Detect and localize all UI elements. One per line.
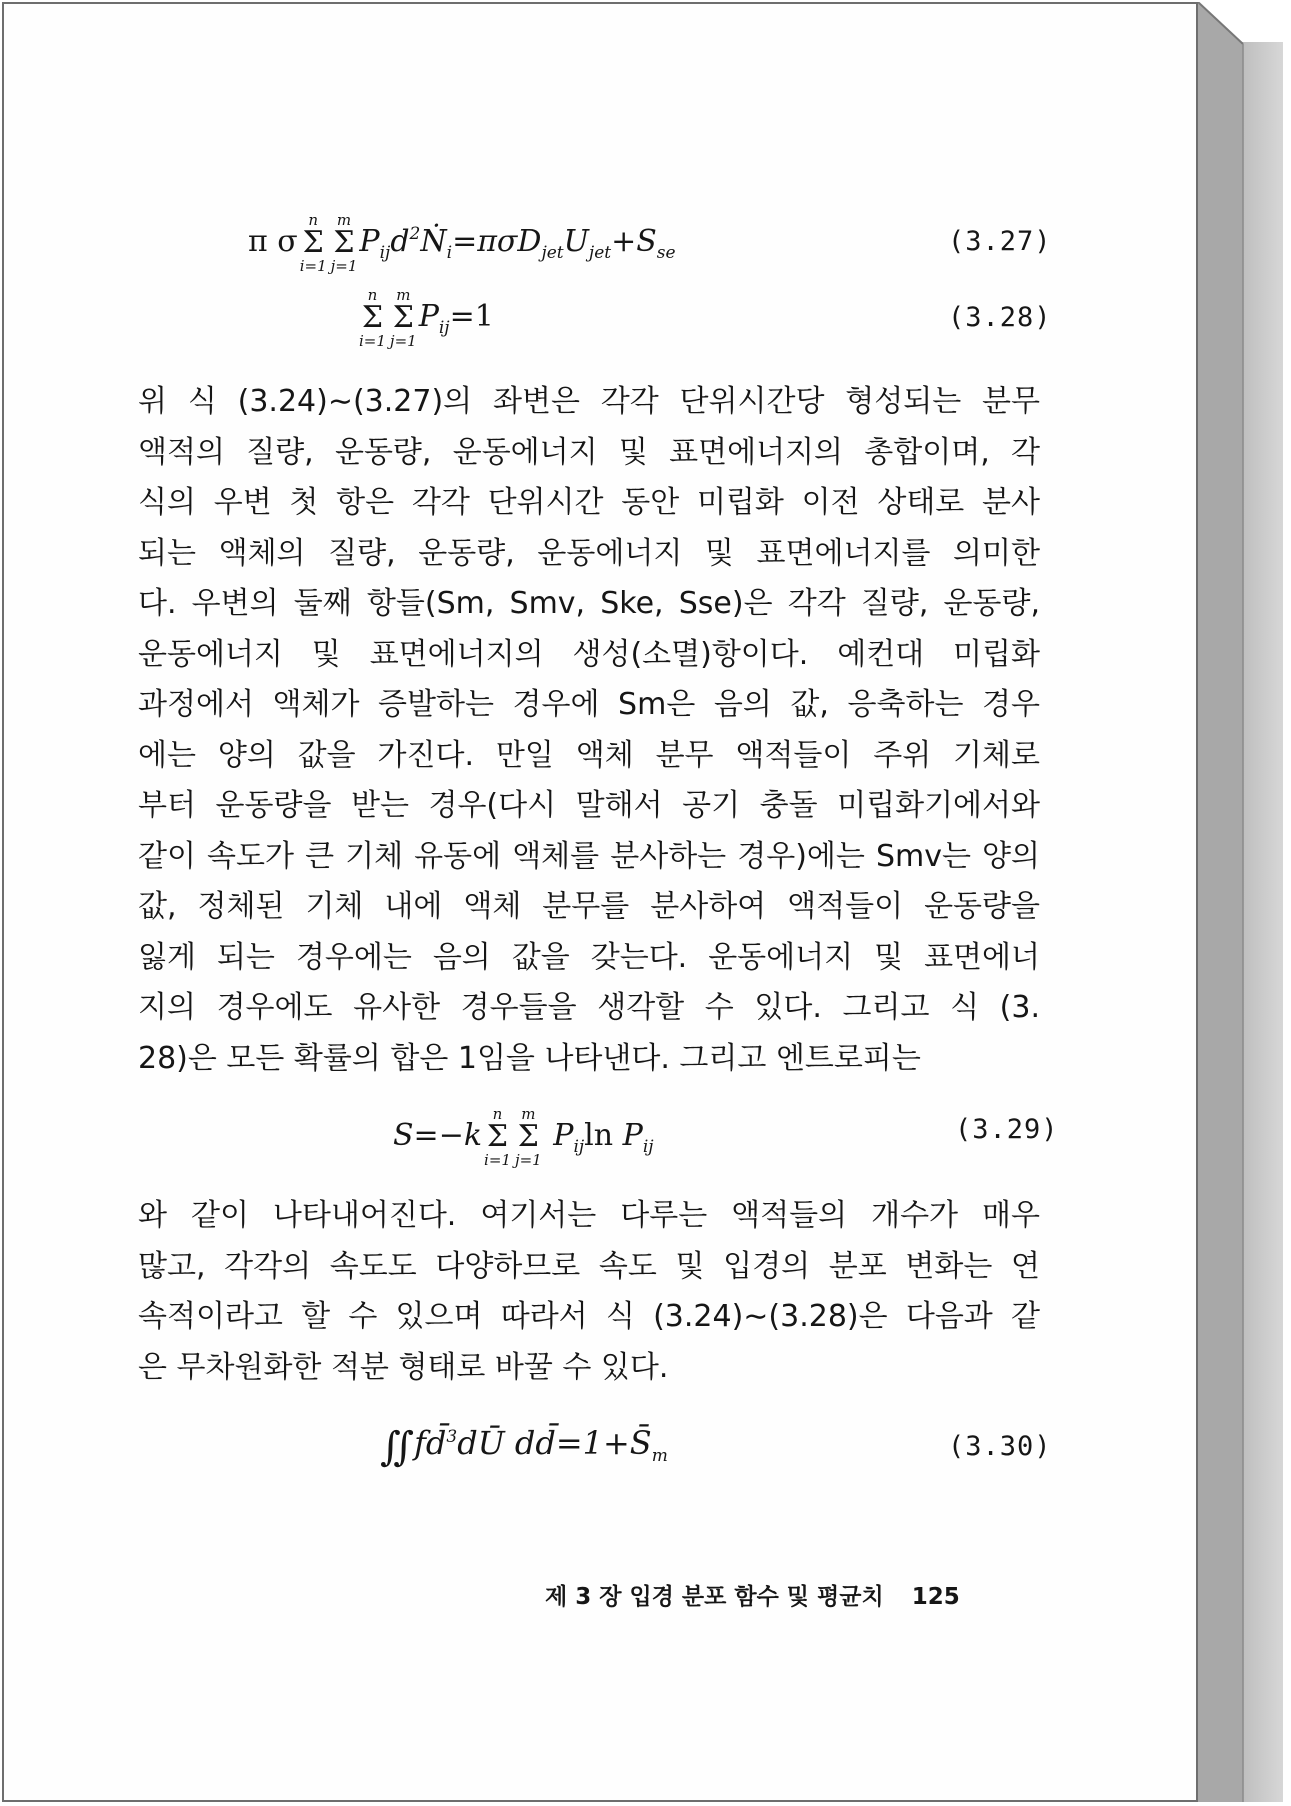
page-number: 125: [911, 1584, 960, 1610]
equation-3-29: S=−k n Σ i=1 m Σ j=1 $P_{ij}\ln$ $P_{ij}$: [393, 1105, 654, 1169]
sum-symbol: n Σ i=1: [484, 1105, 511, 1169]
text-line: 값, 정체된 기체 내에 액체 분무를 분사하여 액적들이 운동량을: [138, 889, 1040, 924]
equation-number: (3.27): [948, 226, 1052, 257]
text-line: 식의 우변 첫 항은 각각 단위시간 동안 미립화 이전 상태로 분사: [138, 485, 1040, 520]
equation-number: (3.29): [955, 1114, 1059, 1145]
chapter-title: 제 3 장 입경 분포 함수 및 평균치: [545, 1584, 884, 1610]
text-line: 잃게 되는 경우에는 음의 값을 갖는다. 운동에너지 및 표면에너: [138, 939, 1040, 975]
text-line: 같이 속도가 큰 기체 유동에 액체를 분사하는 경우)에는 Smv는 양의: [138, 838, 1040, 874]
sum-symbol: m Σ j=1: [514, 1105, 542, 1169]
equation-3-28: n Σ i=1 m Σ j=1 $P_{ij}=1$: [359, 286, 494, 350]
page-edge-shadow: [1198, 2, 1283, 1802]
page-footer: [545, 1578, 960, 1611]
equation-3-30: ∬fd̄$^3$dŪ $dd̄=1+S̄_m$: [380, 1424, 668, 1470]
text-line: 에는 양의 값을 가진다. 만일 액체 분무 액적들이 주위 기체로: [138, 737, 1040, 773]
text-line: 지의 경우에도 유사한 경우들을 생각할 수 있다. 그리고 식 (3.: [138, 990, 1040, 1025]
text-line: 부터 운동량을 받는 경우(다시 말해서 공기 충돌 미립화기에서와: [138, 788, 1040, 823]
equation-3-27: π σ n Σ i=1 m Σ j=1 $P_{ij}d^2Ṅ_i=\pi\sigma D_{jet}U_{jet}+S_{se}$: [248, 211, 676, 275]
text-line: 28)은 모든 확률의 합은 1임을 나타낸다. 그리고 엔트로피는: [138, 1040, 921, 1076]
equation-number: (3.28): [948, 302, 1052, 333]
text-line: 운동에너지 및 표면에너지의 생성(소멸)항이다. 예컨대 미립화: [138, 636, 1040, 672]
body-paragraph-2: [138, 1191, 1040, 1393]
body-paragraph-1: [138, 377, 1040, 1084]
sum-symbol: m Σ j=1: [330, 211, 358, 275]
sum-symbol: m Σ j=1: [389, 286, 417, 350]
sum-symbol: n Σ i=1: [359, 286, 386, 350]
text-line: 많고, 각각의 속도도 다양하므로 속도 및 입경의 분포 변화는 연: [138, 1248, 1040, 1284]
text-line: 은 무차원화한 적분 형태로 바꿀 수 있다.: [138, 1349, 669, 1385]
text-line: 와 같이 나타내어진다. 여기서는 다루는 액적들의 개수가 매우: [138, 1198, 1040, 1233]
text-line: 다. 우변의 둘째 항들(Sm, Smv, Ske, Sse)은 각각 질량, 운동량,: [138, 586, 1040, 621]
text-line: 속적이라고 할 수 있으며 따라서 식 (3.24)∼(3.28)은 다음과 같: [138, 1299, 1040, 1334]
eq-text: π σ: [248, 224, 298, 259]
equation-number: (3.30): [948, 1431, 1052, 1462]
text-line: 위 식 (3.24)∼(3.27)의 좌변은 각각 단위시간당 형성되는 분무: [138, 384, 1040, 419]
text-line: 되는 액체의 질량, 운동량, 운동에너지 및 표면에너지를 의미한: [138, 535, 1040, 571]
text-line: 액적의 질량, 운동량, 운동에너지 및 표면에너지의 총합이며, 각: [138, 434, 1040, 470]
sum-symbol: n Σ i=1: [299, 211, 327, 275]
text-line: 과정에서 액체가 증발하는 경우에 Sm은 음의 값, 응축하는 경우: [138, 687, 1040, 722]
